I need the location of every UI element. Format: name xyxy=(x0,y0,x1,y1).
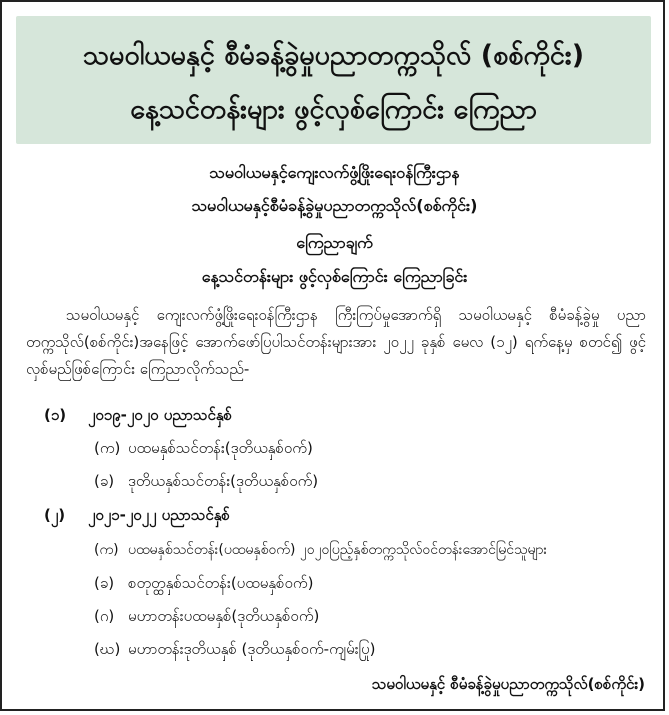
list-item xyxy=(94,437,313,459)
body-paragraph: သမဝါယမနှင့် ကျေးလက်ဖွံ့ဖြိုးရေးဝန်ကြီးဌာန ကြီးကြပ်မှုအောက်ရှိ သမဝါယမနှင့် စီမံခန့်ခွဲမှု ပညာတက္ကသိုလ်(စစ်ကိုင်း)အနေဖြင့် အောက်ဖော်ပြပါသင်တန်းများအား ၂၀၂၂ ခုနှစ် မေလ (၁၂) ရက်နေ့မှ စတင်၍ ဖွင့်လှစ်မည်ဖြစ်ကြောင်း ကြေညာလိုက်သည်- xyxy=(26,306,646,378)
section-1-title: ၂၀၁၉-၂၀၂၀ ပညာသင်နှစ် xyxy=(88,406,232,424)
announcement-label: ကြေညာချက် xyxy=(296,233,373,252)
footer-signature: သမဝါယမနှင့် စီမံခန့်ခွဲမှုပညာတက္ကသိုလ်(စစ်ကိုင်း) xyxy=(371,675,645,693)
item-letter: (ဃ) xyxy=(94,640,121,658)
section-2-title: ၂၀၂၁-၂၀၂၂ ပညာသင်နှစ် xyxy=(88,506,230,524)
item-text: ပထမနှစ်သင်တန်း(ဒုတိယနှစ်ဝက်) xyxy=(128,439,313,457)
header-title-line2: နေ့သင်တန်းများ ဖွင့်လှစ်ကြောင်း ကြေညာ xyxy=(130,94,537,125)
list-item xyxy=(94,605,319,627)
ministry-name: သမဝါယမနှင့်ကျေးလက်ဖွံ့ဖြိုးရေးဝန်ကြီးဌာန xyxy=(209,163,460,182)
section-2-number: (၂) xyxy=(44,506,66,524)
list-item xyxy=(94,638,375,660)
item-letter: (က) xyxy=(94,542,119,558)
item-text: မဟာတန်းပထမနှစ်(ဒုတိယနှစ်ဝက်) xyxy=(128,607,320,625)
item-letter: (ခ) xyxy=(94,574,115,592)
list-item xyxy=(94,539,547,561)
announcement-title: နေ့သင်တန်းများ ဖွင့်လှစ်ကြောင်း ကြေညာခြင်း xyxy=(201,267,468,286)
item-letter: (က) xyxy=(94,439,121,457)
list-item xyxy=(94,470,318,492)
header-title-line1: သမဝါယမနှင့် စီမံခန့်ခွဲမှုပညာတက္ကသိုလ် (စစ်ကိုင်း) xyxy=(82,40,585,71)
section-1-number: (၁) xyxy=(44,406,67,424)
section-1-heading xyxy=(44,404,232,426)
item-text: စတုတ္ထနှစ်သင်တန်း(ပထမနှစ်ဝက်) xyxy=(128,574,314,592)
section-2-heading xyxy=(44,504,230,526)
item-text: ဒုတိယနှစ်သင်တန်း(ဒုတိယနှစ်ဝက်) xyxy=(128,472,319,490)
item-letter: (ဂ) xyxy=(94,607,115,625)
list-item xyxy=(94,572,313,594)
item-text: ပထမနှစ်သင်တန်း(ပထမနှစ်ဝက်) ၂၀၂၀ပြည့်နှစ်တက္ကသိုလ်ဝင်တန်းအောင်မြင်သူများ xyxy=(128,542,548,558)
item-letter: (ခ) xyxy=(94,472,115,490)
header-banner xyxy=(16,16,651,144)
item-text: မဟာတန်းဒုတိယနှစ် (ဒုတိယနှစ်ဝက်-ကျမ်းပြု) xyxy=(128,640,376,658)
university-name: သမဝါယမနှင့်စီမံခန့်ခွဲမှုပညာတက္ကသိုလ်(စစ်ကိုင်း) xyxy=(191,196,478,215)
